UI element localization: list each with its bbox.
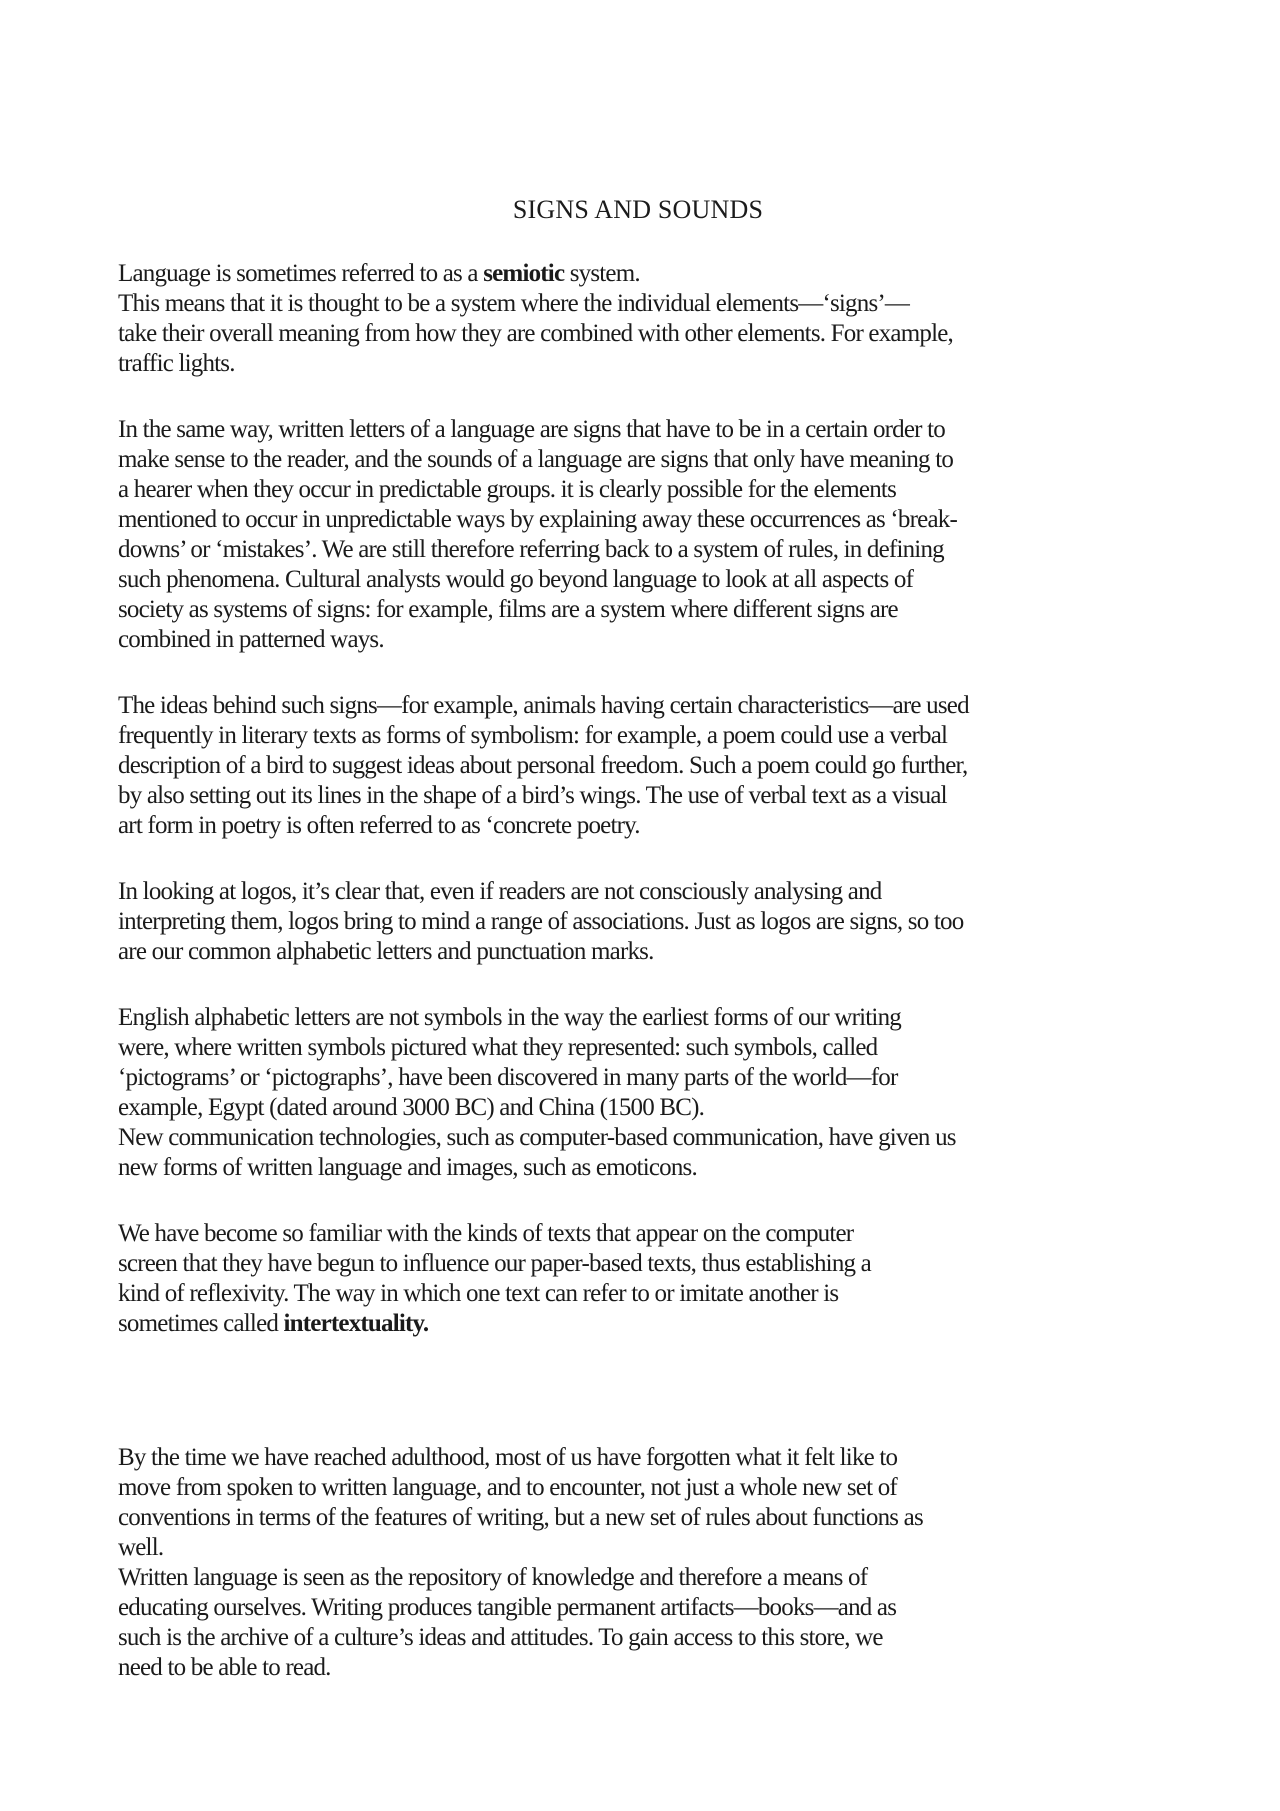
bold-term: semiotic (483, 260, 565, 287)
text-run: well. (118, 1534, 164, 1561)
text-run: New communication technologies, such as computer-based communication, have given us (118, 1124, 956, 1151)
text-run: Written language is seen as the repository of knowledge and therefore a means of (118, 1564, 868, 1591)
text-run: ‘pictograms’ or ‘pictographs’, have been discovered in many parts of the world—for (118, 1064, 898, 1091)
text-run: kind of reflexivity. The way in which one text can refer to or imitate another is (118, 1280, 839, 1307)
text-run: are our common alphabetic letters and punctuation marks. (118, 938, 654, 965)
paragraph-7 (118, 1443, 1158, 1683)
text-run: make sense to the reader, and the sounds of a language are signs that only have meaning to (118, 446, 954, 473)
text-run: The ideas behind such signs—for example, animals having certain characteristics—are used (118, 692, 969, 719)
text-run: mentioned to occur in unpredictable ways by explaining away these occurrences as ‘break- (118, 506, 957, 533)
text-run: English alphabetic letters are not symbols in the way the earliest forms of our writing (118, 1004, 901, 1031)
text-run: combined in patterned ways. (118, 626, 384, 653)
text-run: move from spoken to written language, and to encounter, not just a whole new set of (118, 1474, 897, 1501)
paragraph-6 (118, 1219, 1158, 1339)
text-run: interpreting them, logos bring to mind a range of associations. Just as logos are signs, so too (118, 908, 964, 935)
text-run: Language is sometimes referred to as a (118, 260, 484, 287)
text-run: by also setting out its lines in the shape of a bird’s wings. The use of verbal text as a visual (118, 782, 947, 809)
text-run: new forms of written language and images, such as emoticons. (118, 1154, 697, 1181)
paragraph-1 (118, 259, 1158, 379)
text-run: frequently in literary texts as forms of symbolism: for example, a poem could use a verbal (118, 722, 948, 749)
paragraph-2 (118, 415, 1158, 655)
paragraph-4 (118, 877, 1158, 967)
text-run: art form in poetry is often referred to as ‘concrete poetry. (118, 812, 640, 839)
text-run: were, where written symbols pictured what they represented: such symbols, called (118, 1034, 878, 1061)
document-body (118, 259, 1158, 1683)
text-run: traffic lights. (118, 350, 235, 377)
text-run: need to be able to read. (118, 1654, 331, 1681)
text-run: We have become so familiar with the kinds of texts that appear on the computer (118, 1220, 854, 1247)
text-run: a hearer when they occur in predictable groups. it is clearly possible for the elements (118, 476, 897, 503)
document-title: SIGNS AND SOUNDS (512, 195, 764, 224)
text-run: educating ourselves. Writing produces tangible permanent artifacts—books—and as (118, 1594, 897, 1621)
text-run: In looking at logos, it’s clear that, even if readers are not consciously analysing and (118, 878, 882, 905)
paragraph-3 (118, 691, 1158, 841)
text-run: In the same way, written letters of a language are signs that have to be in a certain order to (118, 416, 945, 443)
text-run: conventions in terms of the features of writing, but a new set of rules about functions as (118, 1504, 923, 1531)
bold-term: intertextuality. (283, 1310, 429, 1337)
text-run: sometimes called (118, 1310, 284, 1337)
text-run: description of a bird to suggest ideas about personal freedom. Such a poem could go further, (118, 752, 968, 779)
text-run: take their overall meaning from how they are combined with other elements. For example, (118, 320, 953, 347)
text-run: such phenomena. Cultural analysts would go beyond language to look at all aspects of (118, 566, 914, 593)
text-run: By the time we have reached adulthood, most of us have forgotten what it felt like to (118, 1444, 898, 1471)
text-run: system. (564, 260, 640, 287)
text-run: example, Egypt (dated around 3000 BC) and China (1500 BC). (118, 1094, 705, 1121)
text-run: society as systems of signs: for example, films are a system where different signs are (118, 596, 898, 623)
text-run: This means that it is thought to be a system where the individual elements—‘signs’— (118, 290, 910, 317)
text-run: screen that they have begun to influence our paper-based texts, thus establishing a (118, 1250, 871, 1277)
text-run: downs’ or ‘mistakes’. We are still therefore referring back to a system of rules, in defining (118, 536, 944, 563)
text-run: such is the archive of a culture’s ideas and attitudes. To gain access to this store, we (118, 1624, 883, 1651)
paragraph-5 (118, 1003, 1158, 1183)
